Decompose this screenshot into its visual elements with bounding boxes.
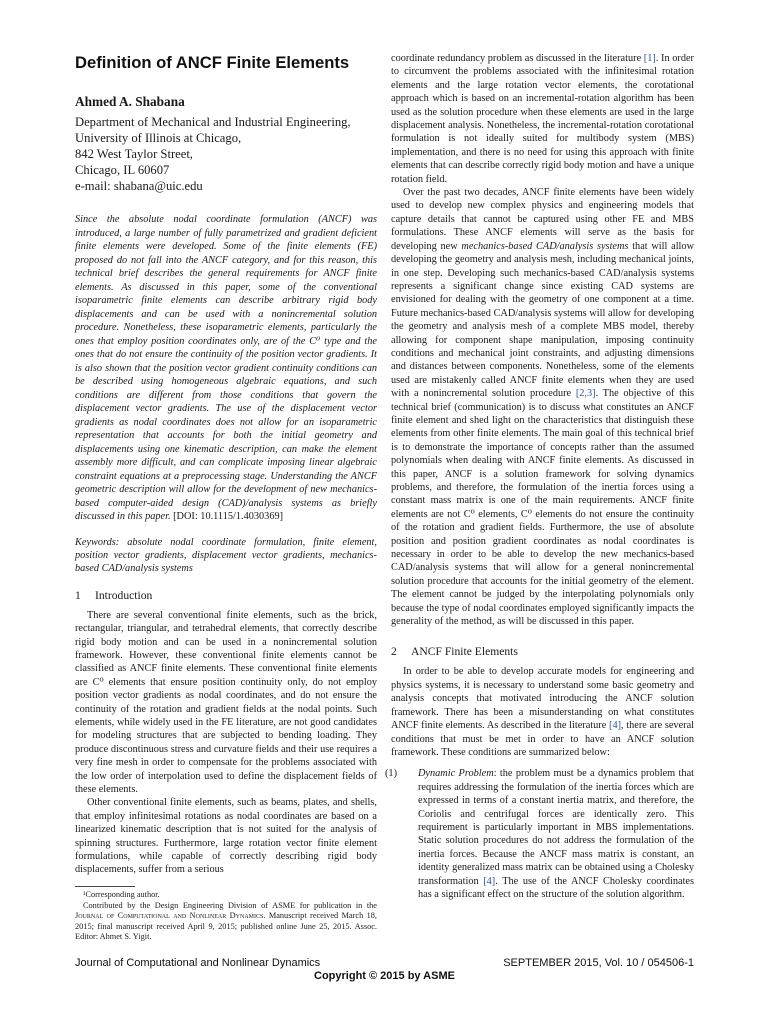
footnote-journal: Journal of Computational and Nonlinear Dynamics [75, 911, 264, 921]
citation-link[interactable]: [4] [609, 720, 622, 732]
list-item: (1) Dynamic Problem: the problem must be a dynamics problem that requires addressing the formulation of the inertia forces which are expressed in terms of a constant inertia matrix, and therefore, the Coriolis and centrifugal forces are identically zero. This requirement is particularly important in MBS implementations. Static solution procedures do not address the formulation of the inertia forces. Because the ANCF mass matrix is constant, an identity generalized mass matrix can be obtained using a Cholesky transformation [4]. The use of the ANCF Cholesky coordinates has a significant effect on the structure of the solution algorithm. [385, 768, 695, 900]
footnote-rule [75, 886, 135, 887]
section-heading-introduction [75, 588, 377, 603]
paper-title: Definition of ANCF Finite Elements [75, 53, 350, 72]
author-email[interactable]: e-mail: shabana@uic.edu [75, 179, 203, 193]
footnote-corresponding: ¹Corresponding author. [83, 890, 160, 899]
intro-paragraph-2-continued: coordinate redundancy problem as discussed in the literature [1]. In order to circumvent the problems associated with the infinitesimal rotation elements and the large rotation vector elements, the corotational approach which is based on an incremental-rotation algorithm has been used as the solution procedure when these elements are used in the large displacement analysis. Nonetheless, the incremental-rotation corotational formulation is not ideally suited for multibody system (MBS) implementation, and there is no need for using this approach with finite elements that can describe correctly rigid body motion and have a unique rotation field. [391, 53, 694, 185]
left-column [75, 52, 377, 877]
list-item-number: (1) [385, 768, 398, 780]
affiliation-line: Chicago, IL 60607 [75, 163, 170, 177]
citation-link[interactable]: [1] [643, 53, 656, 64]
keywords: Keywords: absolute nodal coordinate formulation, finite element, position vector gradients, displacement vector gradients, mechanics-based CAD/analysis systems [75, 536, 377, 575]
affiliation-line: University of Illinois at Chicago, [75, 131, 242, 145]
footnote-submission: Contributed by the Design Engineering Division of ASME for publication in the Journal of Computational and Nonlinear Dynamics. Manuscript received March 18, 2015; final manuscript received April 9, 2015; published online June 25, 2015. Assoc. Editor: Ahmet S. Yigit. [75, 900, 378, 942]
list-item-term: Dynamic Problem [418, 768, 494, 780]
author-name: Ahmed A. Shabana [75, 94, 185, 109]
citation-link[interactable]: [2,3] [575, 388, 596, 400]
intro-paragraph-3: Over the past two decades, ANCF finite elements have been widely used to develop new complex physics and engineering models that capture details that cannot be captured using other FE and MBS formulations. These ANCF elements will serve as the basis for developing new mechanics-based CAD/analysis systems that will allow developing the geometry and analysis mesh, including mechanical joints, in one step. Developing such mechanics-based CAD/analysis systems represents a significant change since existing CAD systems are envisioned for dealing with the geometry of one component at a time. Future mechanics-based CAD/analysis systems will allow for developing the geometry and analysis mesh of a complete MBS model, thereby allowing for component shape manipulation, imposing continuity conditions and mechanical joint constraints, and adjusting dimensions and distances between components. Nonetheless, some of the elements used are mistakenly called ANCF finite elements when they are used with a nonincremental solution procedure [2,3]. The objective of this technical brief (communication) is to discuss what constitutes an ANCF finite element and shed light on the characteristics that distinguish these elements from other finite elements. The main goal of this technical brief is to demonstrate the importance of concepts rather than the assumed polynomials when dealing with ANCF finite elements. As discussed in this paper, ANCF is a solution framework for solving dynamics problems, and therefore, the formulation of the inertia forces using a constant mass matrix is one of the main requirements. ANCF finite elements are not C⁰ elements, C⁰ elements do not ensure the continuity of the rotation and gradient fields. Furthermore, the use of absolute position and position gradient coordinates as nodal coordinates is necessary in order to be able to develop the new mechanics-based CAD/analysis systems that will allow for a general nonincremental solution procedure that accounts for the initial geometry of the element. The element cannot be judged by the interpolating polynomials only because the type of nodal coordinates employed significantly impacts the generality of the method, as will be discussed in this paper. [391, 187, 694, 628]
intro-paragraph-1: There are several conventional finite elements, such as the brick, rectangular, triangular, and tetrahedral elements, that correctly describe rigid body motion and can be used in a nonincremental solution framework. However, these conventional finite elements cannot be classified as ANCF finite elements. These conventional finite elements are C⁰ elements that ensure position continuity only, do not employ position vector gradients as nodal coordinates, and do not ensure the continuity of the rotation and gradient fields at the nodal points. Such elements, while widely used in the FE literature, are not good candidates for modeling structures that are subjected to bending loading. They produce discontinuous stress and curvature fields and their use requires a very fine mesh in order to compensate for the problems associated with the low order of interpolation used to define the displacement fields of these elements. [75, 609, 377, 795]
section-title: ANCF Finite Elements [411, 645, 518, 659]
footnote [75, 890, 377, 943]
section-title: Introduction [95, 588, 153, 602]
intro-paragraph-2: Other conventional finite elements, such as beams, plates, and shells, that employ infinitesimal rotations as nodal coordinates are based on a linearized kinematic description that is not suited for the analysis of spinning structures. Furthermore, large rotation vector finite element formulations, while capable of correctly describing rigid body displacements, suffer from a serious [75, 797, 377, 876]
footer-issue: SEPTEMBER 2015, Vol. 10 / 054506-1 [503, 957, 694, 969]
citation-link[interactable]: [4] [483, 875, 496, 887]
doi-link[interactable]: [DOI: 10.1115/1.4030369] [173, 511, 284, 522]
affiliation-line: Department of Mechanical and Industrial Engineering, [75, 115, 351, 129]
footer-journal: Journal of Computational and Nonlinear Dynamics [75, 957, 321, 969]
conditions-list [385, 767, 695, 901]
section-number: 2 [391, 645, 397, 659]
emphasis-text: mechanics-based CAD/analysis systems [461, 240, 629, 252]
footer-copyright: Copyright © 2015 by ASME [314, 970, 455, 982]
section-number: 1 [75, 588, 81, 602]
affiliation-line: 842 West Taylor Street, [75, 147, 193, 161]
right-column [385, 52, 695, 901]
ancf-paragraph-1: In order to be able to develop accurate models for engineering and physics systems, it is necessary to understand some basic geometry and analysis concepts that motivated introducing the ANCF solution framework. There has been a misunderstanding on what constitutes ANCF finite elements. As described in the literature [4], there are several conditions that must be met in order to have an ANCF solution framework. These conditions are summarized below: [391, 666, 694, 758]
abstract [75, 213, 377, 524]
author-affiliation [75, 114, 377, 194]
section-heading-ancf [391, 644, 694, 659]
abstract-text: Since the absolute nodal coordinate formulation (ANCF) was introduced, a large number of fully parametrized and gradient deficient finite elements were developed. Some of the finite elements (FE) proposed do not fall into the ANCF category, and for this reason, this technical brief describes the general requirements for ANCF finite elements. As discussed in this paper, some of the conventional isoparametric finite elements can describe arbitrary rigid body displacements and can be used with a nonincremental solution procedure. Nonetheless, these isoparametric elements, particularly the ones that employ position coordinates only, are of the C⁰ type and the ones that do not ensure the continuity of the position vector gradients. It is also shown that the position vector gradient continuity conditions can be described using homogeneous algebraic equations, and such conditions are different from those conditions that govern the displacement vector gradients. The use of the displacement vector gradients as nodal coordinates does not allow for an isoparametric representation that accounts for both the initial geometry and displacements using one kinematic description, can make the element assembly more difficult, and can complicate imposing linear algebraic constraint equations at a preprocessing stage. Understanding the ANCF geometric description will allow for the development of new mechanics-based computer-aided design (CAD)/analysis systems as briefly discussed in this paper. [75, 214, 377, 522]
